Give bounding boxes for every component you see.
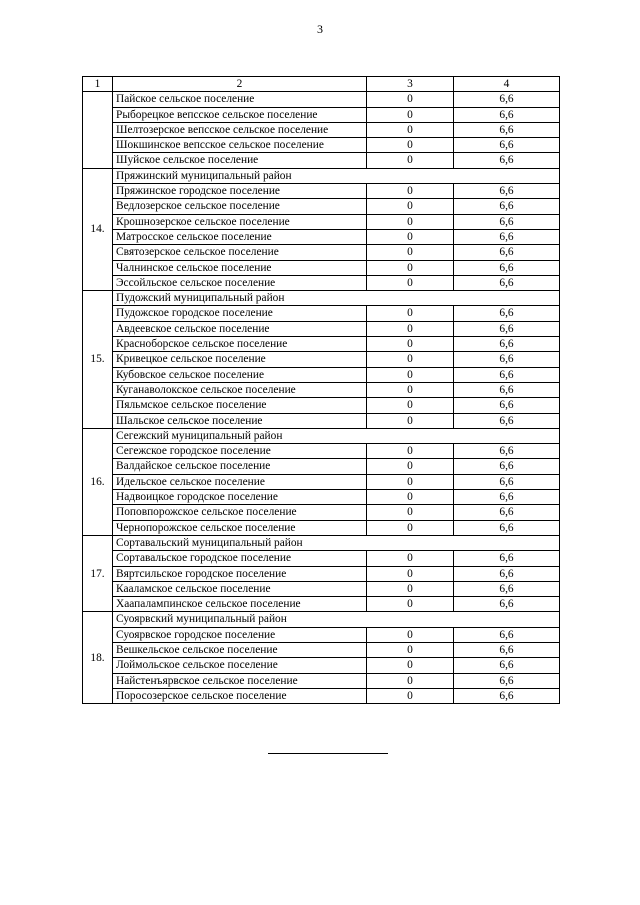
district-name: Пудожский муниципальный район bbox=[113, 291, 560, 306]
table-row bbox=[83, 260, 560, 275]
table-row bbox=[83, 444, 560, 459]
settlement-name: Рыборецкое вепсское сельское поселение bbox=[113, 107, 367, 122]
value-col-4: 6,6 bbox=[454, 444, 560, 459]
table-row bbox=[83, 122, 560, 137]
value-col-4: 6,6 bbox=[454, 229, 560, 244]
value-col-3: 0 bbox=[367, 275, 454, 290]
value-col-4: 6,6 bbox=[454, 214, 560, 229]
table-row bbox=[83, 184, 560, 199]
settlement-name: Кааламское сельское поселение bbox=[113, 581, 367, 596]
value-col-4: 6,6 bbox=[454, 245, 560, 260]
settlement-name: Сортавальское городское поселение bbox=[113, 551, 367, 566]
table-row bbox=[83, 627, 560, 642]
table-row bbox=[83, 153, 560, 168]
value-col-4: 6,6 bbox=[454, 107, 560, 122]
value-col-3: 0 bbox=[367, 398, 454, 413]
settlements-table bbox=[82, 76, 560, 704]
settlement-name: Лоймольское сельское поселение bbox=[113, 658, 367, 673]
value-col-3: 0 bbox=[367, 184, 454, 199]
value-col-3: 0 bbox=[367, 581, 454, 596]
table-row bbox=[83, 92, 560, 107]
table-header-row bbox=[83, 77, 560, 92]
settlement-name: Найстенъярвское сельское поселение bbox=[113, 673, 367, 688]
value-col-3: 0 bbox=[367, 688, 454, 703]
value-col-4: 6,6 bbox=[454, 352, 560, 367]
value-col-4: 6,6 bbox=[454, 275, 560, 290]
settlement-name: Валдайское сельское поселение bbox=[113, 459, 367, 474]
value-col-3: 0 bbox=[367, 138, 454, 153]
table-row bbox=[83, 367, 560, 382]
table-row bbox=[83, 413, 560, 428]
value-col-3: 0 bbox=[367, 107, 454, 122]
value-col-4: 6,6 bbox=[454, 337, 560, 352]
value-col-4: 6,6 bbox=[454, 551, 560, 566]
value-col-3: 0 bbox=[367, 367, 454, 382]
value-col-4: 6,6 bbox=[454, 673, 560, 688]
value-col-4: 6,6 bbox=[454, 490, 560, 505]
settlement-name: Кубовское сельское поселение bbox=[113, 367, 367, 382]
settlement-name: Хаапалампинское сельское поселение bbox=[113, 597, 367, 612]
settlement-name: Надвоицкое городское поселение bbox=[113, 490, 367, 505]
settlement-name: Поповпорожское сельское поселение bbox=[113, 505, 367, 520]
value-col-4: 6,6 bbox=[454, 581, 560, 596]
section-number: 14. bbox=[83, 168, 113, 290]
value-col-4: 6,6 bbox=[454, 642, 560, 657]
settlement-name: Шальское сельское поселение bbox=[113, 413, 367, 428]
settlement-name: Чалнинское сельское поселение bbox=[113, 260, 367, 275]
settlement-name: Матросское сельское поселение bbox=[113, 229, 367, 244]
table-row bbox=[83, 199, 560, 214]
settlement-name: Пяльмское сельское поселение bbox=[113, 398, 367, 413]
table-row bbox=[83, 337, 560, 352]
settlement-name: Куганаволокское сельское поселение bbox=[113, 382, 367, 397]
value-col-4: 6,6 bbox=[454, 597, 560, 612]
settlement-name: Сегежское городское поселение bbox=[113, 444, 367, 459]
table-row bbox=[83, 505, 560, 520]
value-col-4: 6,6 bbox=[454, 505, 560, 520]
table-row bbox=[83, 398, 560, 413]
value-col-3: 0 bbox=[367, 321, 454, 336]
value-col-4: 6,6 bbox=[454, 153, 560, 168]
district-name: Суоярвский муниципальный район bbox=[113, 612, 560, 627]
settlement-name: Крошнозерское сельское поселение bbox=[113, 214, 367, 229]
settlement-name: Шокшинское вепсское сельское поселение bbox=[113, 138, 367, 153]
table-row bbox=[83, 658, 560, 673]
value-col-4: 6,6 bbox=[454, 260, 560, 275]
value-col-3: 0 bbox=[367, 566, 454, 581]
settlement-name: Суоярвское городское поселение bbox=[113, 627, 367, 642]
settlement-name: Чернопорожское сельское поселение bbox=[113, 520, 367, 535]
table-row bbox=[83, 245, 560, 260]
value-col-3: 0 bbox=[367, 229, 454, 244]
value-col-3: 0 bbox=[367, 122, 454, 137]
value-col-4: 6,6 bbox=[454, 92, 560, 107]
table-row bbox=[83, 581, 560, 596]
value-col-4: 6,6 bbox=[454, 413, 560, 428]
district-row bbox=[83, 291, 560, 306]
value-col-3: 0 bbox=[367, 474, 454, 489]
value-col-3: 0 bbox=[367, 627, 454, 642]
district-name: Сегежский муниципальный район bbox=[113, 428, 560, 443]
district-row bbox=[83, 428, 560, 443]
table-row bbox=[83, 566, 560, 581]
value-col-4: 6,6 bbox=[454, 520, 560, 535]
settlement-name: Святозерское сельское поселение bbox=[113, 245, 367, 260]
settlement-name: Авдеевское сельское поселение bbox=[113, 321, 367, 336]
value-col-4: 6,6 bbox=[454, 367, 560, 382]
header-col-2: 2 bbox=[113, 77, 367, 92]
value-col-3: 0 bbox=[367, 306, 454, 321]
table-row bbox=[83, 551, 560, 566]
table-row bbox=[83, 214, 560, 229]
table-row bbox=[83, 321, 560, 336]
district-name: Сортавальский муниципальный район bbox=[113, 535, 560, 550]
settlement-name: Шуйское сельское поселение bbox=[113, 153, 367, 168]
district-row bbox=[83, 168, 560, 183]
district-row bbox=[83, 612, 560, 627]
value-col-3: 0 bbox=[367, 245, 454, 260]
value-col-3: 0 bbox=[367, 459, 454, 474]
value-col-4: 6,6 bbox=[454, 627, 560, 642]
value-col-3: 0 bbox=[367, 199, 454, 214]
settlement-name: Пудожское городское поселение bbox=[113, 306, 367, 321]
value-col-3: 0 bbox=[367, 92, 454, 107]
district-name: Пряжинский муниципальный район bbox=[113, 168, 560, 183]
settlement-name: Вяртсильское городское поселение bbox=[113, 566, 367, 581]
table-row bbox=[83, 474, 560, 489]
page-number: 3 bbox=[317, 22, 323, 36]
value-col-3: 0 bbox=[367, 352, 454, 367]
table-row bbox=[83, 275, 560, 290]
value-col-3: 0 bbox=[367, 413, 454, 428]
value-col-4: 6,6 bbox=[454, 688, 560, 703]
value-col-4: 6,6 bbox=[454, 382, 560, 397]
value-col-3: 0 bbox=[367, 382, 454, 397]
value-col-3: 0 bbox=[367, 520, 454, 535]
value-col-3: 0 bbox=[367, 214, 454, 229]
table-row bbox=[83, 688, 560, 703]
header-col-3: 3 bbox=[367, 77, 454, 92]
header-col-1: 1 bbox=[83, 77, 113, 92]
table-row bbox=[83, 229, 560, 244]
district-row bbox=[83, 535, 560, 550]
value-col-3: 0 bbox=[367, 658, 454, 673]
section-number: 16. bbox=[83, 428, 113, 535]
section-number: 15. bbox=[83, 291, 113, 429]
value-col-3: 0 bbox=[367, 260, 454, 275]
section-number: 17. bbox=[83, 535, 113, 611]
settlement-name: Пайское сельское поселение bbox=[113, 92, 367, 107]
settlement-name: Вешкельское сельское поселение bbox=[113, 642, 367, 657]
settlement-name: Пряжинское городское поселение bbox=[113, 184, 367, 199]
value-col-4: 6,6 bbox=[454, 459, 560, 474]
value-col-3: 0 bbox=[367, 642, 454, 657]
table-body bbox=[83, 77, 560, 704]
value-col-3: 0 bbox=[367, 337, 454, 352]
table-row bbox=[83, 459, 560, 474]
value-col-4: 6,6 bbox=[454, 566, 560, 581]
value-col-3: 0 bbox=[367, 551, 454, 566]
settlement-name: Шелтозерское вепсское сельское поселение bbox=[113, 122, 367, 137]
table-row bbox=[83, 673, 560, 688]
settlement-name: Идельское сельское поселение bbox=[113, 474, 367, 489]
value-col-4: 6,6 bbox=[454, 658, 560, 673]
header-col-4: 4 bbox=[454, 77, 560, 92]
table-row bbox=[83, 597, 560, 612]
table-row bbox=[83, 306, 560, 321]
value-col-4: 6,6 bbox=[454, 122, 560, 137]
table-row bbox=[83, 520, 560, 535]
value-col-4: 6,6 bbox=[454, 306, 560, 321]
section-number bbox=[83, 92, 113, 168]
settlement-name: Эссойльское сельское поселение bbox=[113, 275, 367, 290]
value-col-4: 6,6 bbox=[454, 138, 560, 153]
value-col-4: 6,6 bbox=[454, 398, 560, 413]
table-row bbox=[83, 352, 560, 367]
table-row bbox=[83, 490, 560, 505]
settlement-name: Красноборское сельское поселение bbox=[113, 337, 367, 352]
table-row bbox=[83, 642, 560, 657]
value-col-4: 6,6 bbox=[454, 199, 560, 214]
table-row bbox=[83, 382, 560, 397]
value-col-4: 6,6 bbox=[454, 321, 560, 336]
value-col-3: 0 bbox=[367, 505, 454, 520]
section-number: 18. bbox=[83, 612, 113, 704]
table-row bbox=[83, 107, 560, 122]
value-col-3: 0 bbox=[367, 153, 454, 168]
table-row bbox=[83, 138, 560, 153]
value-col-3: 0 bbox=[367, 490, 454, 505]
value-col-4: 6,6 bbox=[454, 184, 560, 199]
value-col-3: 0 bbox=[367, 673, 454, 688]
value-col-3: 0 bbox=[367, 444, 454, 459]
settlement-name: Поросозерское сельское поселение bbox=[113, 688, 367, 703]
settlement-name: Кривецкое сельское поселение bbox=[113, 352, 367, 367]
settlement-name: Ведлозерское сельское поселение bbox=[113, 199, 367, 214]
value-col-3: 0 bbox=[367, 597, 454, 612]
value-col-4: 6,6 bbox=[454, 474, 560, 489]
closing-separator-line bbox=[268, 753, 388, 754]
